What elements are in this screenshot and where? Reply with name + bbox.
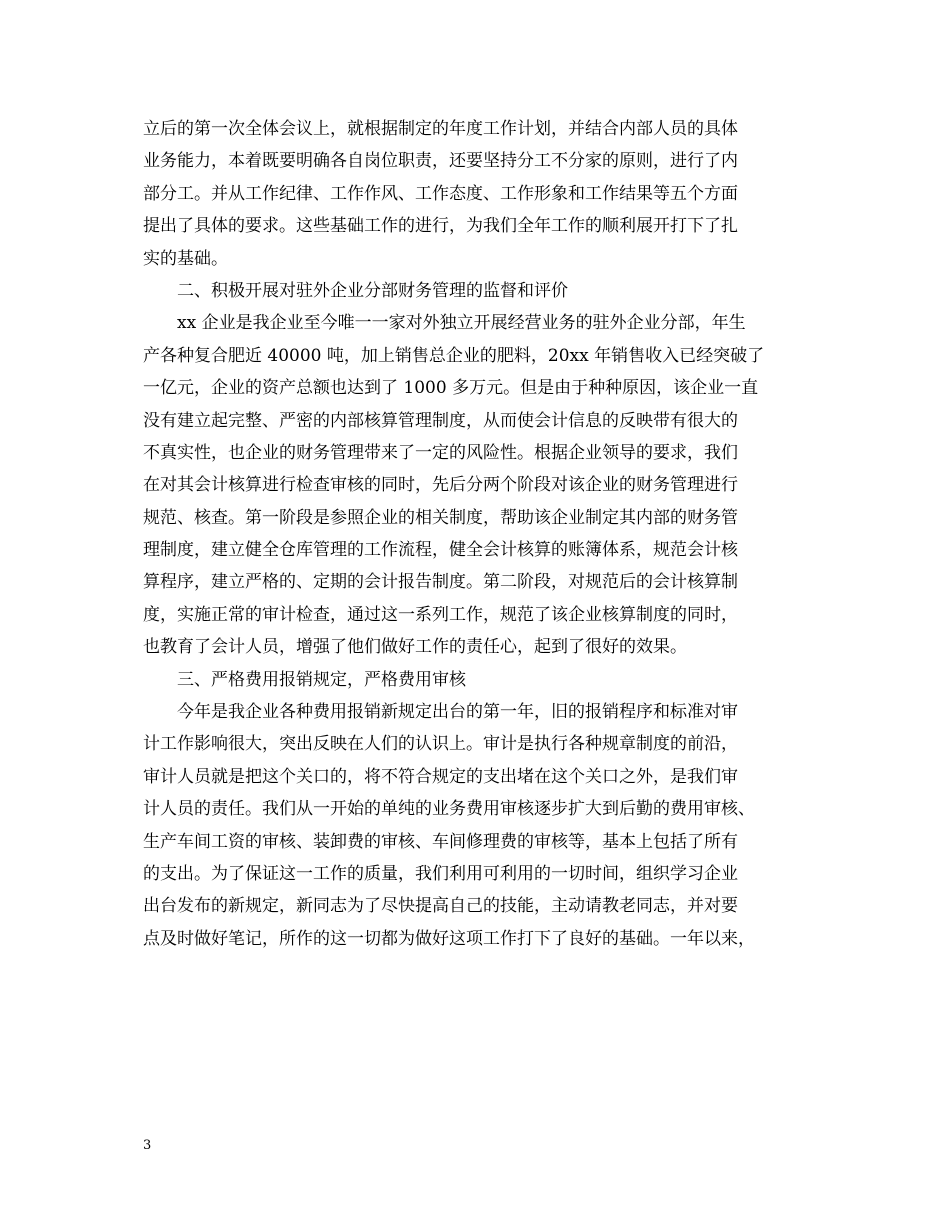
text-line: 在对其会计核算进行检查审核的同时，先后分两个阶段对该企业的财务管理进行 (143, 475, 738, 496)
text-line: 实的基础。 (143, 248, 228, 269)
text-line: 三、严格费用报销规定，严格费用审核 (177, 669, 466, 690)
text-line: 理制度，建立健全仓库管理的工作流程，健全会计核算的账簿体系，规范会计核 (143, 540, 738, 561)
text-line: 一亿元，企业的资产总额也达到了 1000 多万元。但是由于种种原因，该企业一直 (143, 378, 759, 399)
page-number: 3 (143, 1138, 152, 1153)
text-line: 提出了具体的要求。这些基础工作的进行，为我们全年工作的顺利展开打下了扎 (143, 216, 738, 237)
text-line: 的支出。为了保证这一工作的质量，我们利用可利用的一切时间，组织学习企业 (143, 863, 738, 884)
text-line: 审计人员就是把这个关口的，将不符合规定的支出堵在这个关口之外，是我们审 (143, 766, 738, 787)
text-line: 业务能力，本着既要明确各自岗位职责，还要坚持分工不分家的原则，进行了内 (143, 151, 738, 172)
text-line: 没有建立起完整、严密的内部核算管理制度，从而使会计信息的反映带有很大的 (143, 410, 738, 431)
text-line: 计工作影响很大，突出反映在人们的认识上。审计是执行各种规章制度的前沿， (143, 734, 738, 755)
document-body (143, 113, 803, 955)
text-line: xx 企业是我企业至今唯一一家对外独立开展经营业务的驻外企业分部，年生 (177, 313, 746, 334)
text-line: 也教育了会计人员，增强了他们做好工作的责任心，起到了很好的效果。 (143, 637, 687, 658)
text-line: 产各种复合肥近 40000 吨，加上销售总企业的肥料，20xx 年销售收入已经突破了 (143, 345, 765, 366)
text-line: 生产车间工资的审核、装卸费的审核、车间修理费的审核等，基本上包括了所有 (143, 831, 738, 852)
text-line: 计人员的责任。我们从一开始的单纯的业务费用审核逐步扩大到后勤的费用审核、 (143, 799, 755, 820)
text-line: 不真实性，也企业的财务管理带来了一定的风险性。根据企业领导的要求，我们 (143, 442, 738, 463)
text-line: 规范、核查。第一阶段是参照企业的相关制度，帮助该企业制定其内部的财务管 (143, 507, 738, 528)
text-line: 点及时做好笔记，所作的这一切都为做好这项工作打下了良好的基础。一年以来， (143, 928, 755, 949)
text-line: 算程序，建立严格的、定期的会计报告制度。第二阶段，对规范后的会计核算制 (143, 572, 738, 593)
text-line: 立后的第一次全体会议上，就根据制定的年度工作计划，并结合内部人员的具体 (143, 119, 738, 139)
text-line: 今年是我企业各种费用报销新规定出台的第一年，旧的报销程序和标准对审 (177, 702, 738, 723)
text-line: 出台发布的新规定，新同志为了尽快提高自己的技能，主动请教老同志，并对要 (143, 896, 738, 917)
text-line: 二、积极开展对驻外企业分部财务管理的监督和评价 (177, 280, 568, 301)
text-line: 部分工。并从工作纪律、工作作风、工作态度、工作形象和工作结果等五个方面 (143, 183, 738, 204)
text-line: 度，实施正常的审计检查，通过这一系列工作，规范了该企业核算制度的同时， (143, 604, 738, 625)
